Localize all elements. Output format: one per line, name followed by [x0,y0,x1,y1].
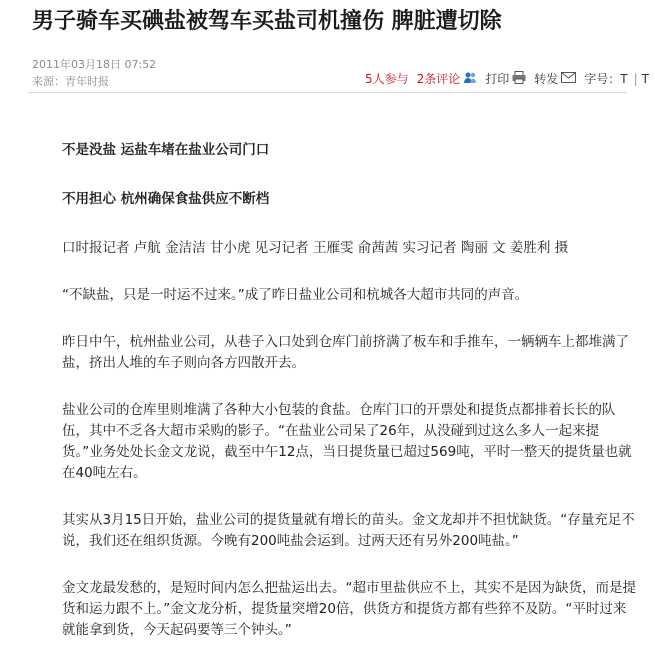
publish-date: 2011年03月18日 07:52 [32,58,157,71]
print-icon [512,71,526,87]
print-label: 打印 [485,72,510,86]
article-source: 来源：青年时报 [32,75,109,88]
article-toolbar [357,70,649,87]
paragraph-4: 其实从3月15日开始，盐业公司的提货量就有增长的苗头。金文龙却并不担忧缺货。“存量充足不说，我们还在组织货源。今晚有200吨盐会运到。过两天还有另外200吨盐。” [62,512,635,549]
article-body [62,140,637,667]
font-size-large[interactable]: T [641,71,649,86]
print-button[interactable] [485,70,526,87]
paragraph-3: 盐业公司的仓库里则堆满了各种大小包装的食盐。仓库门口的开票处和提货点都排着长长的队伍，其中不乏各大超市采购的影子。“在盐业公司呆了26年，从没碰到过这么多人一起来提货。”业务处处长金文龙说，截至中午12点，当日提货量已超过569吨，平时一整天的提货量也就在40吨左右。 [62,402,632,481]
subheading-2: 不用担心 杭州确保食盐供应不断档 [62,191,270,207]
paragraph-1: “不缺盐，只是一时运不过来。”成了昨日盐业公司和杭城各大超市共同的声音。 [62,287,529,303]
byline: 口时报记者 卢航 金洁洁 甘小虎 见习记者 王雁雯 俞茜茜 实习记者 陶丽 文 姜胜利 摄 [62,240,569,256]
toolbar-divider: | [633,71,638,86]
subheading-1: 不是没盐 运盐车堵在盐业公司门口 [62,142,270,158]
forward-button[interactable] [534,70,576,87]
forward-label: 转发 [534,72,559,86]
paragraph-2: 昨日中午，杭州盐业公司，从巷子入口处到仓库门前挤满了板车和手推车，一辆辆车上都堆满了盐，挤出人堆的车子则向各方四散开去。 [62,334,629,371]
font-size-control[interactable]: 字号：T [584,72,628,86]
mail-icon [561,72,576,86]
people-icon[interactable] [463,71,477,87]
paragraph-5: 金文龙最发愁的，是短时间内怎么把盐运出去。“超市里盐供应不上，其实不是因为缺货，而是提货和运力跟不上。”金文龙分析，提货量突增20倍，供货方和提货方都有些猝不及防。“平时过来就能拿到货，今天起码要等三个钟头。” [62,580,636,638]
participants-link[interactable]: 5人参与 [364,72,409,86]
header-divider [28,92,627,93]
comments-link[interactable]: 2条评论 [416,72,461,86]
article-title: 男子骑车买碘盐被驾车买盐司机撞伤 脾脏遭切除 [32,8,502,34]
